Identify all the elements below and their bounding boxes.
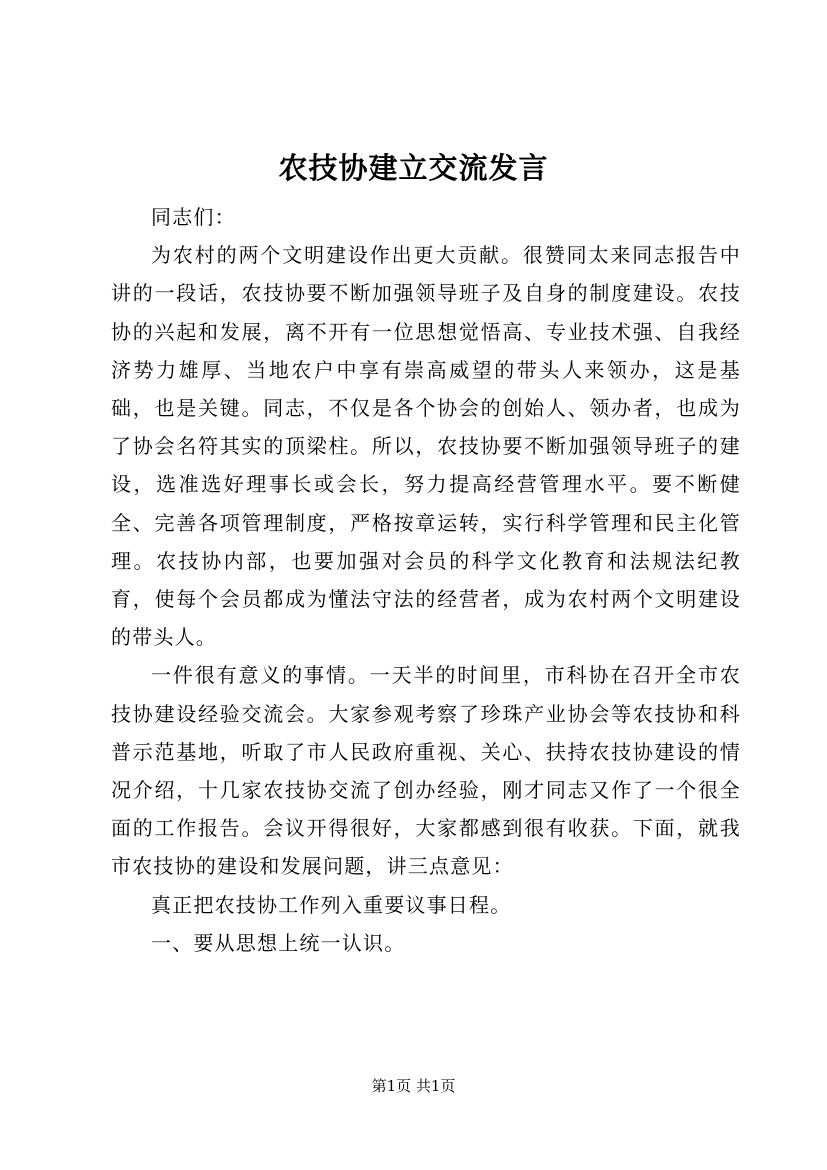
salutation: 同志们： <box>151 205 236 229</box>
paragraph-3: 真正把农技协工作列入重要议事日程。 <box>151 892 512 917</box>
paragraph-4: 一、要从思想上统一认识。 <box>151 930 406 955</box>
page-footer: 第1页 共1页 <box>371 1077 456 1095</box>
paragraph-1: 为农村的两个文明建设作出更大贡献。很赞同太来同志报告中讲的一段话，农技协要不断加强领导班子及自身的制度建设。农技协的兴起和发展，离不开有一位思想觉悟高、专业技术强、自我经济势力雄厚、当地农户中享有崇高威望的带头人来领办，这是基础，也是关键。同志，不仅是各个协会的创始人、领办者，也成为了协会名符其实的顶梁柱。所以，农技协要不断加强领导班子的建设，选准选好理事长或会长，努力提高经营管理水平。要不断健全、完善各项管理制度，严格按章运转，实行科学管理和民主化管理。农技协内部，也要加强对会员的科学文化教育和法规法纪教育，使每个会员都成为懂法守法的经营者，成为农村两个文明建设的带头人。 <box>111 243 741 650</box>
paragraph-2: 一件很有意义的事情。一天半的时间里，市科协在召开全市农技协建设经验交流会。大家参观考察了珍珠产业协会等农技协和科普示范基地，听取了市人民政府重视、关心、扶持农技协建设的情况介绍，十几家农技协交流了创办经验，刚才同志又作了一个很全面的工作报告。会议开得很好，大家都感到很有收获。下面，就我市农技协的建设和发展问题，讲三点意见： <box>111 663 741 879</box>
document-body <box>111 198 741 962</box>
document-title: 农技协建立交流发言 <box>278 151 549 185</box>
